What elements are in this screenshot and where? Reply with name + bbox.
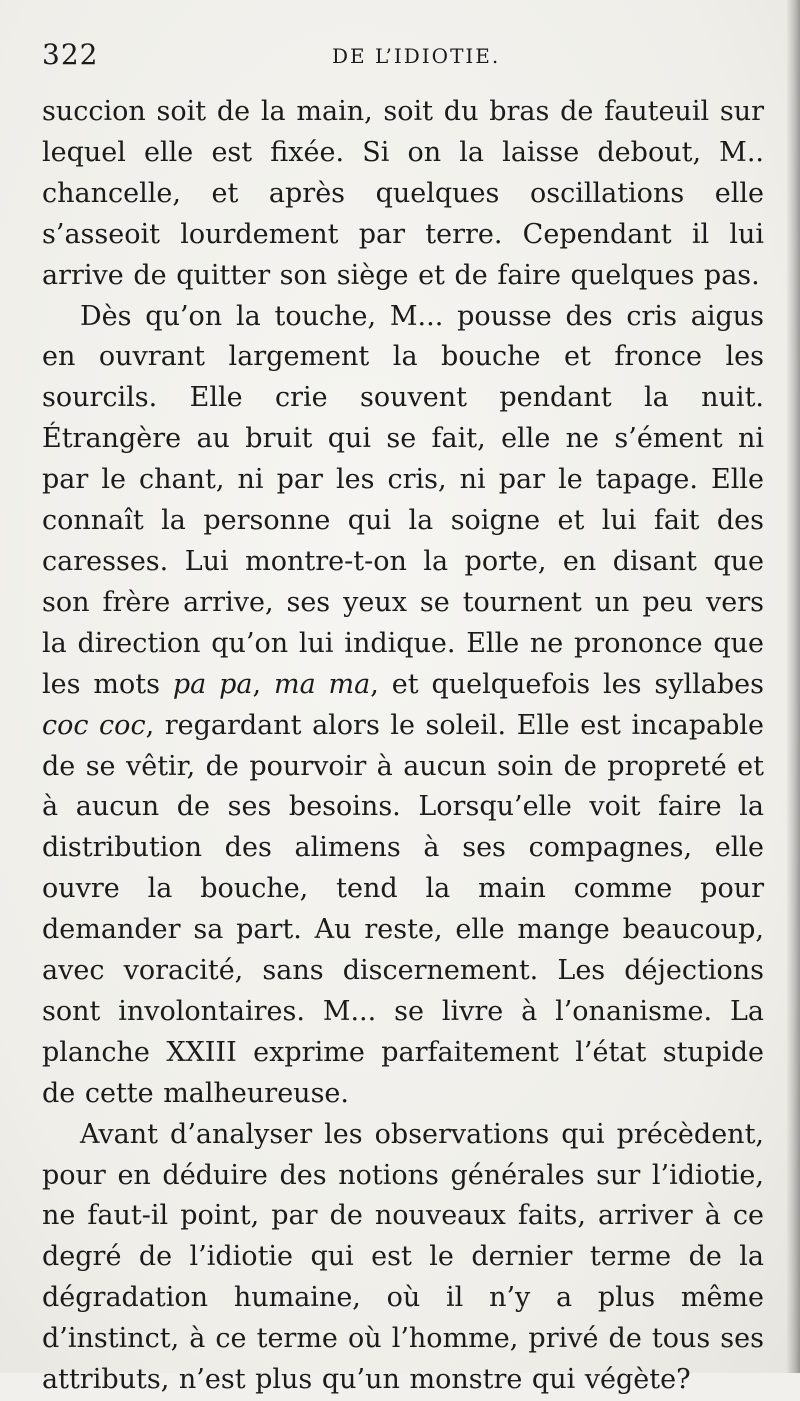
page-edge-shadow	[786, 0, 800, 1373]
page-header	[42, 38, 772, 78]
paragraph-2-part-3: , et quelquefois les syllabes	[370, 668, 764, 700]
page-number: 322	[42, 38, 99, 71]
paragraph-3: Avant d’analyser les observations qui précèdent, pour en déduire des notions générales sur l’idiotie, ne faut-il point, par de nouveaux faits, arriver à ce degré de l’idiotie qui est le dernier terme de la dégradation humaine, où il n’y a plus même d’instinct, à ce terme où l’homme, privé de tous ses attributs, n’est plus qu’un monstre qui végète?	[42, 1118, 764, 1396]
italic-word-mama: ma ma	[273, 668, 371, 700]
paragraph-2-part-2: ,	[252, 668, 274, 700]
paragraph-2-part-4: , regardant alors le soleil. Elle est incapable de se vêtir, de pourvoir à aucun soin de propreté et à aucun de ses besoins. Lorsqu’elle voit faire la distribution des alimens à ses compagnes, elle ouvre la bouche, tend la main comme pour demander sa part. Au reste, elle mange beaucoup, avec voracité, sans discernement. Les déjections sont involontaires. M... se livre à l’onanisme. La planche XXIII exprime parfaitement l’état stupide de cette malheureuse.	[42, 709, 764, 1109]
running-title: DE L’IDIOTIE.	[332, 44, 501, 68]
italic-word-coccoc: coc coc	[42, 709, 146, 741]
paragraph-2-part-1: Dès qu’on la touche, M... pousse des cris aigus en ouvrant largement la bouche et fronce les sourcils. Elle crie souvent pendant la nuit. Étrangère au bruit qui se fait, elle ne s’ément ni par le chant, ni par les cris, ni par le tapage. Elle connaît la personne qui la soigne et lui fait des caresses. Lui montre-t-on la porte, en disant que son frère arrive, ses yeux se tournent un peu vers la direction qu’on lui indique. Elle ne prononce que les mots	[42, 300, 764, 700]
body-text	[42, 92, 764, 1401]
paragraph-1: succion soit de la main, soit du bras de fauteuil sur lequel elle est fixée. Si on la laisse debout, M.. chancelle, et après quelques oscillations elle s’asseoit lourdement par terre. Cependant il lui arrive de quitter son siège et de faire quelques pas.	[42, 96, 764, 291]
paragraph-2	[42, 297, 764, 1115]
italic-word-papa: pa pa	[172, 668, 253, 700]
